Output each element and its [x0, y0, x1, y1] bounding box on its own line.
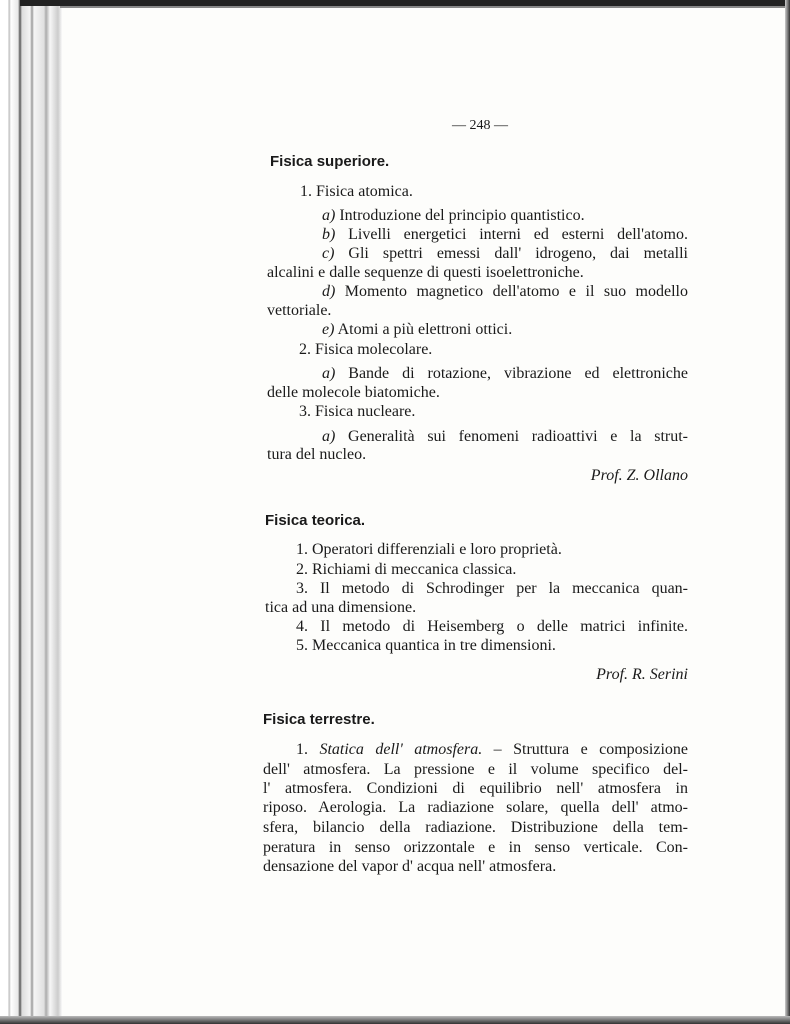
- item-text: Fisica nucleare.: [315, 403, 416, 420]
- text-line: vettoriale.: [267, 302, 332, 319]
- list-item: [299, 340, 432, 359]
- item-text: Livelli energetici interni ed esterni dell'atomo.: [348, 226, 688, 243]
- paragraph-line: sfera, bilancio della radiazione. Distribuzione della tem-: [263, 819, 688, 836]
- paragraph-line: peratura in senso orizzontale e in senso verticale. Con-: [263, 839, 688, 856]
- item-number: 1.: [296, 741, 308, 758]
- item-number: 2.: [299, 341, 311, 358]
- paragraph-line: densazione del vapor d' acqua nell' atmosfera.: [263, 858, 557, 875]
- page-number: — 248 —: [452, 118, 508, 133]
- list-item: [300, 182, 413, 201]
- list-item: 1. Operatori differenziali e loro proprietà.: [296, 541, 562, 558]
- text-line: alcalini e dalle sequenze di questi isoelettroniche.: [267, 264, 584, 281]
- item-marker: a): [322, 428, 336, 445]
- item-text: Generalità sui fenomeni radioattivi e la strut-: [348, 428, 688, 445]
- item-marker: a): [322, 207, 336, 224]
- paragraph-line: l' atmosfera. Condizioni di equilibrio nell' atmosfera in: [263, 780, 688, 797]
- list-item: 5. Meccanica quantica in tre dimensioni.: [296, 637, 556, 654]
- item-number: 3.: [299, 403, 311, 420]
- sub-item: [322, 225, 688, 244]
- sub-item: [322, 206, 585, 225]
- paragraph-line: [296, 740, 688, 759]
- item-text: Introduzione del principio quantistico.: [339, 207, 585, 224]
- list-item: 4. Il metodo di Heisemberg o delle matrici infinite.: [296, 618, 688, 635]
- text-line: delle molecole biatomiche.: [267, 384, 440, 401]
- item-text: Fisica atomica.: [316, 183, 413, 200]
- paragraph-line: riposo. Aerologia. La radiazione solare, quella dell' atmo-: [263, 799, 688, 816]
- sub-item: [322, 427, 688, 446]
- item-title: Statica dell' atmosfera.: [319, 741, 483, 758]
- item-text: – Struttura e composizione: [493, 741, 688, 758]
- sub-item: [322, 364, 688, 383]
- book-binding-edge: [0, 0, 62, 1024]
- section-heading-fisica-terrestre: Fisica terrestre.: [263, 711, 375, 728]
- scan-top-edge-shadow: [60, 6, 790, 8]
- item-marker: c): [322, 245, 335, 262]
- sub-item: [322, 320, 512, 339]
- item-marker: b): [322, 226, 336, 243]
- item-marker: e): [322, 321, 335, 338]
- item-text: Gli spettri emessi dall' idrogeno, dai metalli: [348, 245, 688, 262]
- list-item: 3. Il metodo di Schrodinger per la meccanica quan-: [296, 580, 688, 597]
- scan-right-edge: [785, 0, 790, 1024]
- item-text: Atomi a più elettroni ottici.: [337, 321, 513, 338]
- signature-ollano: Prof. Z. Ollano: [590, 467, 688, 484]
- text-line: tica ad una dimensione.: [265, 599, 417, 616]
- paragraph-line: dell' atmosfera. La pressione e il volume specifico del-: [263, 761, 688, 778]
- item-marker: d): [322, 283, 336, 300]
- item-text: Bande di rotazione, vibrazione ed elettroniche: [348, 365, 689, 382]
- scan-bottom-edge: [0, 1016, 790, 1024]
- item-text: Fisica molecolare.: [315, 341, 433, 358]
- signature-serini: Prof. R. Serini: [596, 666, 688, 683]
- list-item: [299, 402, 415, 421]
- list-item: 2. Richiami di meccanica classica.: [296, 561, 517, 578]
- section-heading-fisica-superiore: Fisica superiore.: [270, 153, 390, 170]
- sub-item: [322, 244, 688, 263]
- item-number: 1.: [300, 183, 312, 200]
- sub-item: [322, 282, 688, 301]
- text-line: tura del nucleo.: [267, 446, 367, 463]
- item-marker: a): [322, 365, 336, 382]
- item-text: Momento magnetico dell'atomo e il suo modello: [344, 283, 688, 300]
- section-heading-fisica-teorica: Fisica teorica.: [265, 512, 366, 529]
